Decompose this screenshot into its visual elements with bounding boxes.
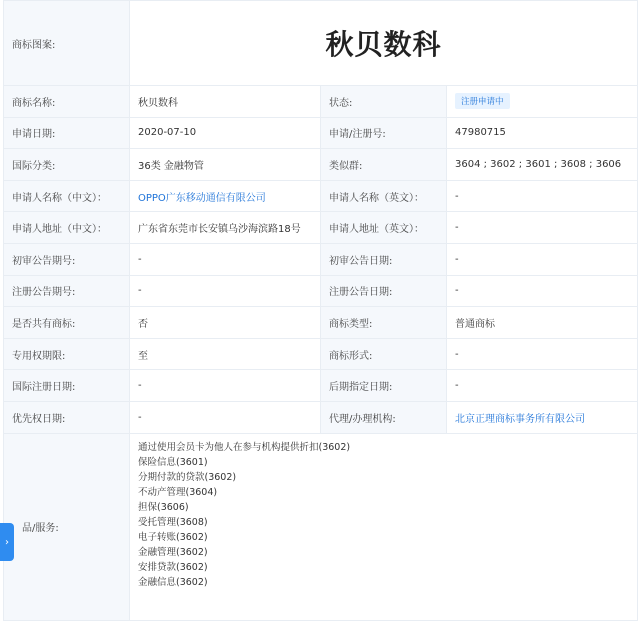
applicant-name-en: - — [447, 180, 638, 212]
field-label: 申请人名称（中文）： — [4, 180, 130, 212]
list-item: 保险信息(3601) — [138, 456, 208, 468]
field-label: 是否共有商标: — [4, 307, 130, 339]
applicant-address: 广东省东莞市长安镇乌沙海滨路18号 — [130, 212, 321, 244]
table-row — [4, 307, 638, 339]
list-item: 金融管理(3602) — [138, 546, 208, 558]
application-date: 2020-07-10 — [130, 117, 321, 149]
list-item: 受托管理(3608) — [138, 516, 208, 528]
field-label: 申请人地址（英文）： — [321, 212, 447, 244]
field-value: 否 — [130, 307, 321, 339]
table-row — [4, 338, 638, 370]
field-value: - — [447, 338, 638, 370]
field-label: 优先权日期: — [4, 401, 130, 433]
trademark-name: 秋贝数科 — [130, 86, 321, 118]
list-item: 电子转账(3602) — [138, 531, 208, 543]
list-item: 不动产管理(3604) — [138, 486, 218, 498]
table-row — [4, 117, 638, 149]
table-row — [4, 86, 638, 118]
services-row — [4, 433, 638, 620]
list-item: 金融信息(3602) — [138, 576, 208, 588]
table-row — [4, 370, 638, 402]
chevron-right-icon: › — [5, 536, 9, 548]
field-label: 专用权期限: — [4, 338, 130, 370]
applicant-name-link[interactable]: OPPO广东移动通信有限公司 — [130, 180, 321, 212]
field-value: - — [447, 243, 638, 275]
agency-link[interactable]: 北京正理商标事务所有限公司 — [447, 401, 638, 433]
field-value: - — [447, 370, 638, 402]
field-label: 初审公告期号: — [4, 243, 130, 275]
field-value: - — [130, 275, 321, 307]
applicant-address-en: - — [447, 212, 638, 244]
list-item: 分期付款的贷款(3602) — [138, 471, 237, 483]
international-class: 36类 金融物管 — [130, 149, 321, 181]
trademark-logo: 秋贝数科 — [130, 1, 638, 86]
side-expand-tab[interactable] — [0, 523, 14, 561]
trademark-detail-table — [3, 0, 638, 621]
table-row — [4, 243, 638, 275]
table-row — [4, 149, 638, 181]
table-row — [4, 180, 638, 212]
status-badge: 注册申请中 — [455, 93, 510, 109]
field-label: 状态: — [321, 86, 447, 118]
field-label: 注册公告日期: — [321, 275, 447, 307]
table-row — [4, 275, 638, 307]
services-list — [130, 433, 638, 620]
field-label: 国际分类: — [4, 149, 130, 181]
trademark-type: 普通商标 — [447, 307, 638, 339]
field-label: 申请日期: — [4, 117, 130, 149]
list-item: 担保(3606) — [138, 501, 189, 513]
registration-number: 47980715 — [447, 117, 638, 149]
field-value: 至 — [130, 338, 321, 370]
field-label: 后期指定日期: — [321, 370, 447, 402]
field-value: - — [447, 275, 638, 307]
field-label: 申请人名称（英文）： — [321, 180, 447, 212]
list-item: 通过使用会员卡为他人在参与机构提供折扣(3602) — [138, 441, 351, 453]
field-value: - — [130, 370, 321, 402]
field-label: 商标形式: — [321, 338, 447, 370]
table-row — [4, 212, 638, 244]
similar-groups: 3604 ; 3602 ; 3601 ; 3608 ; 3606 — [447, 149, 638, 181]
field-label: 申请人地址（中文）： — [4, 212, 130, 244]
field-label: 初审公告日期: — [321, 243, 447, 275]
field-label: 申请/注册号: — [321, 117, 447, 149]
trademark-image-label: 商标图案: — [4, 1, 130, 86]
field-label: 注册公告期号: — [4, 275, 130, 307]
list-item: 安排贷款(3602) — [138, 561, 208, 573]
field-label: 商标名称: — [4, 86, 130, 118]
field-label: 代理/办理机构: — [321, 401, 447, 433]
field-value: - — [130, 401, 321, 433]
field-label: 国际注册日期: — [4, 370, 130, 402]
table-row — [4, 401, 638, 433]
field-value: - — [130, 243, 321, 275]
trademark-image-row — [4, 1, 638, 86]
services-label: 品/服务: — [4, 433, 130, 620]
field-label: 类似群: — [321, 149, 447, 181]
field-label: 商标类型: — [321, 307, 447, 339]
